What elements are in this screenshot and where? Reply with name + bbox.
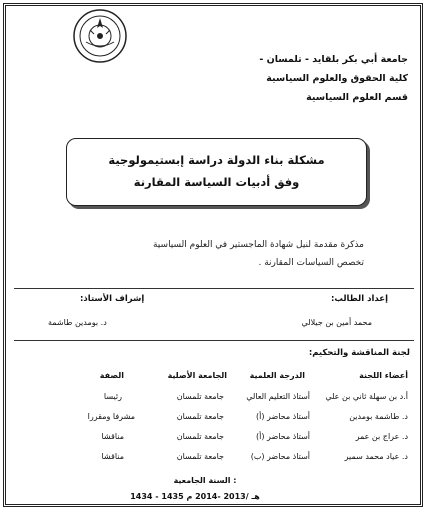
- degree-statement: [64, 236, 364, 272]
- university-header: [188, 50, 408, 107]
- academic-year-label: السنة الجامعية :: [173, 476, 237, 485]
- member-university: جامعة تلمسان: [176, 392, 224, 401]
- member-name: د. عراج بن عمر: [355, 432, 408, 441]
- member-rank: أستاذ محاضر (أ): [256, 432, 310, 441]
- academic-year-value: 1434 - 1435 هـ /2013 -2014 م: [130, 492, 260, 501]
- member-rank: أستاذ محاضر (ب): [250, 452, 310, 461]
- member-university: جامعة تلمسان: [176, 412, 224, 421]
- degree-line-1: مذكرة مقدمة لنيل شهادة الماجستير في العلوم السياسية: [152, 240, 364, 250]
- thesis-title-line-2: وفق أدبيات السياسة المقارنة: [133, 175, 300, 189]
- divider-middle: [14, 340, 414, 341]
- member-rank: أستاذ محاضر (أ): [256, 412, 310, 421]
- member-name: أ.د بن سهلة ثاني بن علي: [325, 392, 408, 401]
- department-name: قسم العلوم السياسية: [306, 92, 408, 103]
- university-name: جامعة أبي بكر بلقايد - تلمسان -: [259, 54, 408, 65]
- supervisor-name: د. بومدين طاشمة: [48, 318, 107, 327]
- header-members: أعضاء اللجنة: [359, 371, 408, 380]
- member-name: د. طاشمة بومدين: [349, 412, 408, 421]
- header-role: الصفة: [99, 371, 124, 380]
- degree-line-2: تخصص السياسات المقارنة .: [258, 258, 364, 268]
- svg-text:.: .: [99, 56, 101, 61]
- supervisor-label: إشراف الأستاذ:: [80, 294, 145, 304]
- header-university: الجامعة الأصلية: [167, 371, 227, 380]
- author-name: محمد أمين بن جيلالي: [301, 318, 372, 327]
- thesis-title-box: [66, 138, 367, 206]
- member-university: جامعة تلمسان: [176, 452, 224, 461]
- member-university: جامعة تلمسان: [176, 432, 224, 441]
- member-role: رئيسا: [103, 392, 122, 401]
- member-role: مناقشا: [101, 432, 124, 441]
- committee-title: لجنة المناقشة والتحكيم:: [308, 348, 410, 358]
- member-rank: أستاذ التعليم العالي: [246, 392, 310, 401]
- member-role: مناقشا: [101, 452, 124, 461]
- divider-top: [14, 288, 414, 289]
- thesis-title-line-1: مشكلة بناء الدولة دراسة إبستيمولوجية: [108, 153, 325, 167]
- header-rank: الدرجة العلمية: [249, 371, 305, 380]
- member-role: مشرفا ومقررا: [87, 412, 135, 421]
- faculty-name: كلية الحقوق والعلوم السياسية: [266, 73, 408, 84]
- member-name: د. عياد محمد سمير: [344, 452, 408, 461]
- author-label: إعداد الطالب:: [330, 294, 388, 304]
- university-seal-logo: [72, 8, 128, 64]
